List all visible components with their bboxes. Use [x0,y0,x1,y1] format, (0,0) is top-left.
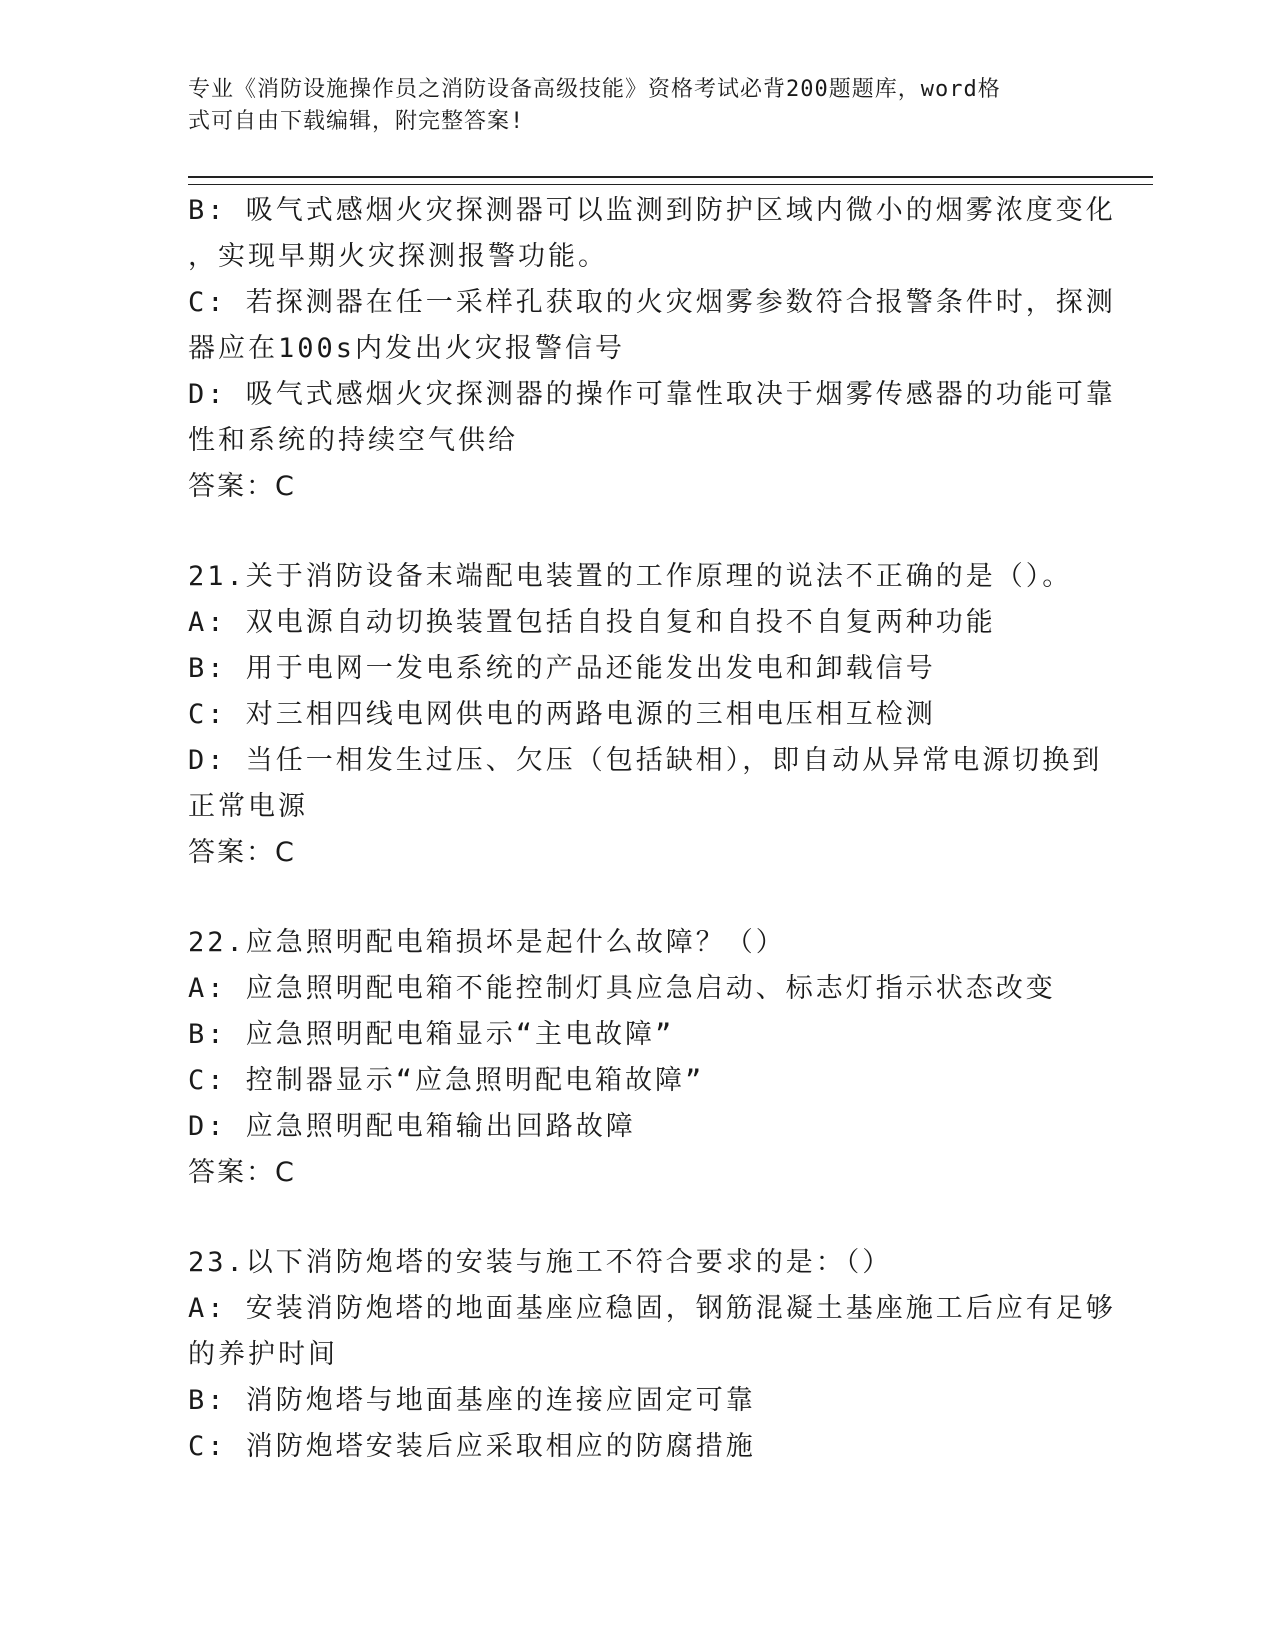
question-spacer [188,510,1088,554]
option-c-line-2: 器应在100s内发出火灾报警信号 [188,333,626,364]
option-b: B: 应急照明配电箱显示“主电故障” [188,1019,675,1050]
header-title-line-1: 专业《消防设施操作员之消防设备高级技能》资格考试必背200题题库，word格 [188,77,1001,102]
question-spacer [188,876,1088,920]
option-b-line-1: B: 吸气式感烟火灾探测器可以监测到防护区域内微小的烟雾浓度变化 [188,195,1116,226]
header-title-line-2: 式可自由下载编辑，附完整答案! [188,109,525,134]
option-b: B: 消防炮塔与地面基座的连接应固定可靠 [188,1385,756,1416]
question-text: 22.应急照明配电箱损坏是起什么故障？（） [188,927,786,958]
question-block-23 [188,1240,1116,1470]
option-d-line-1: D: 当任一相发生过压、欠压（包括缺相），即自动从异常电源切换到 [188,745,1103,776]
option-d-line-2: 正常电源 [188,791,308,822]
option-d-line-2: 性和系统的持续空气供给 [188,425,518,456]
option-d-line-1: D: 吸气式感烟火灾探测器的操作可靠性取决于烟雾传感器的功能可靠 [188,379,1116,410]
question-spacer [188,1196,1088,1240]
question-block-20 [188,188,1116,510]
question-block-22 [188,920,1088,1196]
document-header [188,74,1068,138]
option-c: C: 消防炮塔安装后应采取相应的防腐措施 [188,1431,756,1462]
option-a-line-2: 的养护时间 [188,1339,338,1370]
answer-line: 答案：C [188,837,296,868]
question-text: 23.以下消防炮塔的安装与施工不符合要求的是：（） [188,1247,893,1278]
option-a: A: 应急照明配电箱不能控制灯具应急启动、标志灯指示状态改变 [188,973,1056,1004]
option-c: C: 对三相四线电网供电的两路电源的三相电压相互检测 [188,699,936,730]
option-b: B: 用于电网一发电系统的产品还能发出发电和卸载信号 [188,653,936,684]
option-a-line-1: A: 安装消防炮塔的地面基座应稳固，钢筋混凝土基座施工后应有足够 [188,1293,1116,1324]
option-c-line-1: C: 若探测器在任一采样孔获取的火灾烟雾参数符合报警条件时，探测 [188,287,1116,318]
question-text: 21.关于消防设备末端配电装置的工作原理的说法不正确的是（）。 [188,561,1073,592]
answer-line: 答案：C [188,471,296,502]
question-block-21 [188,554,1103,876]
option-a: A: 双电源自动切换装置包括自投自复和自投不自复两种功能 [188,607,996,638]
option-b-line-2: ，实现早期火灾探测报警功能。 [188,241,608,272]
document-body [188,188,1116,1470]
option-d: D: 应急照明配电箱输出回路故障 [188,1111,636,1142]
header-divider [188,176,1153,185]
option-c: C: 控制器显示“应急照明配电箱故障” [188,1065,705,1096]
answer-line: 答案：C [188,1157,296,1188]
